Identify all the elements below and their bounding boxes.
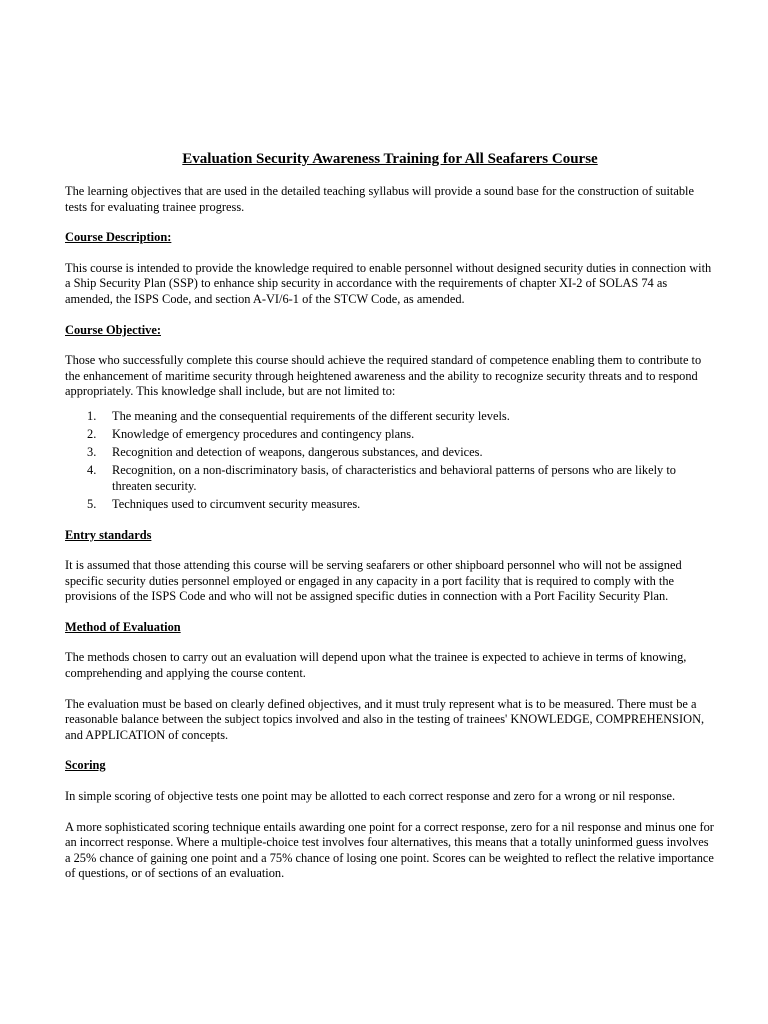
objective-list <box>65 409 715 513</box>
course-objective-paragraph: Those who successfully complete this course should achieve the required standard of competence enabling them to contribute to the enhancement of maritime security through heightened awareness and the ability to recognize security threats and to respond appropriately. This knowledge shall include, but are not limited to: <box>65 353 702 399</box>
list-item-text: Recognition, on a non-discriminatory basis, of characteristics and behavioral patterns of persons who are likely to threaten security. <box>112 463 676 493</box>
list-item-text: The meaning and the consequential requirements of the different security levels. <box>112 408 510 423</box>
entry-standards-paragraph: It is assumed that those attending this course will be serving seafarers or other shipboard personnel who will not be assigned specific security duties personnel employed or engaged in any capacity in a port facility that is required to comply with the provisions of the ISPS Code and who will not be assigned specific duties in connection with a Port Facility Security Plan. <box>65 558 682 604</box>
list-item-number: 1. <box>87 408 97 423</box>
course-description-heading: Course Description: <box>65 230 172 245</box>
method-of-evaluation-heading: Method of Evaluation <box>65 619 181 634</box>
list-item-number: 2. <box>87 427 97 442</box>
list-item-text: Techniques used to circumvent security measures. <box>112 496 361 511</box>
list-item-text: Recognition and detection of weapons, dangerous substances, and devices. <box>112 445 483 460</box>
scoring-heading: Scoring <box>65 758 106 773</box>
list-item-text: Knowledge of emergency procedures and contingency plans. <box>112 427 415 442</box>
list-item-number: 5. <box>87 496 97 511</box>
method-of-evaluation-paragraph-2: The evaluation must be based on clearly defined objectives, and it must truly represent what is to be measured. There must be a reasonable balance between the subject topics involved and also in the testing of trainees' KNOWLEDGE, COMPREHENSION, and APPLICATION of concepts. <box>65 696 705 742</box>
list-item <box>65 463 715 494</box>
course-objective-heading: Course Objective: <box>65 322 161 337</box>
list-item <box>65 427 715 443</box>
list-item <box>65 409 715 425</box>
scoring-paragraph-1: In simple scoring of objective tests one point may be allotted to each correct response and zero for a wrong or nil response. <box>65 789 676 804</box>
entry-standards-heading: Entry standards <box>65 527 152 542</box>
document-page <box>65 150 715 897</box>
intro-paragraph: The learning objectives that are used in the detailed teaching syllabus will provide a sound base for the construction of suitable tests for evaluating trainee progress. <box>65 184 694 214</box>
course-description-paragraph: This course is intended to provide the knowledge required to enable personnel without designed security duties in connection with a Ship Security Plan (SSP) to enhance ship security in accordance with the requirements of chapter XI-2 of SOLAS 74 as amended, the ISPS Code, and section A-VI/6-1 of the STCW Code, as amended. <box>65 260 712 306</box>
method-of-evaluation-paragraph-1: The methods chosen to carry out an evaluation will depend upon what the trainee is expected to achieve in terms of knowing, comprehending and applying the course content. <box>65 650 687 681</box>
list-item-number: 3. <box>87 445 97 460</box>
document-title: Evaluation Security Awareness Training for All Seafarers Course <box>182 151 598 167</box>
scoring-paragraph-2: A more sophisticated scoring technique entails awarding one point for a correct response, zero for a nil response and minus one for an incorrect response. Where a multiple-choice test involves four alternatives, this means that a totally uninformed guess involves a 25% chance of gaining one point and a 75% chance of losing one point. Scores can be weighted to reflect the relative importance of questions, or of sections of an evaluation. <box>65 819 714 881</box>
list-item <box>65 497 715 513</box>
list-item-number: 4. <box>87 463 97 478</box>
list-item <box>65 445 715 461</box>
